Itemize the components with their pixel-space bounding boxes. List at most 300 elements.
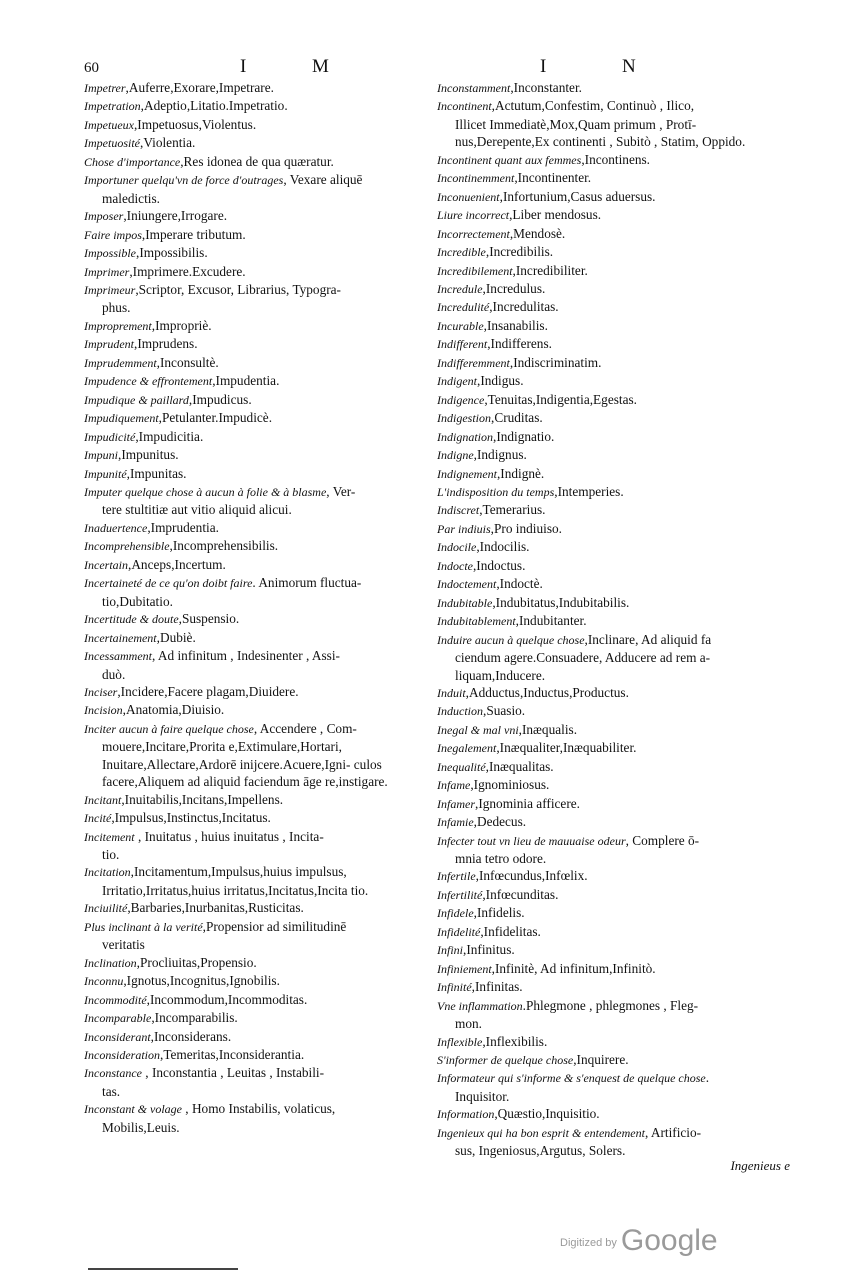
dictionary-entry (437, 575, 791, 593)
dictionary-entry (84, 409, 414, 427)
entry-headword: Infamer (437, 796, 475, 811)
entry-headword: Incredibilement (437, 263, 513, 278)
entry-translation: ,Anceps,Incertum. (128, 556, 226, 572)
dictionary-entry (437, 1105, 791, 1123)
entry-headword: Vne inflammation (437, 998, 523, 1013)
entry-headword: Infinité (437, 980, 472, 995)
entry-headword: Impetration (84, 99, 141, 114)
dictionary-entry (437, 813, 791, 831)
entry-translation: ,Adeptio,Litatio.Impetratio. (140, 98, 288, 114)
entry-translation: ,Impudicus. (188, 391, 252, 407)
entry-translation: , Inconstantia , Leuitas , Instabili- (141, 1065, 325, 1081)
dictionary-entry (84, 281, 414, 317)
entry-translation: ,Adductus,Inductus,Productus. (465, 684, 629, 700)
entry-translation: ,Propensior ad similitudinē (202, 918, 347, 934)
entry-translation: ,Imprimere.Excudere. (129, 263, 246, 279)
entry-translation: ,Inclinare, Ad aliquid fa (584, 631, 712, 647)
dictionary-entry (84, 97, 414, 115)
entry-translation: ,Dubiè. (156, 629, 196, 645)
entry-translation: ,Ignominia afficere. (475, 795, 580, 811)
entry-translation: ,Indubitanter. (515, 613, 587, 629)
entry-headword: Chose d'importance (84, 154, 181, 169)
running-head-letter: I (540, 56, 547, 77)
watermark (560, 1224, 718, 1258)
entry-translation: ,Infinitas. (471, 979, 523, 995)
entry-headword: Indifferemment (437, 355, 510, 370)
entry-translation: ,Petulanter.Impudicè. (158, 410, 273, 426)
dictionary-entry (84, 428, 414, 446)
entry-translation: ,Incitamentum,Impulsus,huius impulsus, (130, 864, 347, 880)
entry-headword: Incité (84, 811, 112, 826)
entry-translation: ,Indifferens. (487, 336, 552, 352)
dictionary-entry (84, 720, 414, 791)
dictionary-entry (84, 1064, 414, 1100)
dictionary-entry (84, 556, 414, 574)
entry-translation: ,Incomprehensibilis. (169, 538, 279, 554)
entry-headword: Faire impos (84, 227, 142, 242)
entry-continuation: mnia tetro odore. (455, 851, 547, 867)
entry-headword: Infertilité (437, 887, 483, 902)
entry-headword: Impudiquement (84, 411, 159, 426)
dictionary-entry (437, 483, 791, 501)
dictionary-entry (84, 171, 414, 207)
entry-translation: ,Tenuitas,Indigentia,Egestas. (484, 391, 637, 407)
entry-continuation: maledictis. (102, 190, 160, 206)
dictionary-entry (437, 721, 791, 739)
entry-headword: Inconuenient (437, 189, 500, 204)
entry-translation: ,Incredibiliter. (512, 262, 588, 278)
entry-headword: Impunité (84, 466, 127, 481)
dictionary-entry (437, 960, 791, 978)
entry-headword: Incomparable (84, 1011, 152, 1026)
entry-translation: ,Imprudentia. (147, 519, 219, 535)
dictionary-entry (437, 739, 791, 757)
entry-translation: , Homo Instabilis, volaticus, (181, 1101, 336, 1117)
entry-headword: Indubitablement (437, 614, 516, 629)
entry-translation: ,Incredulitas. (489, 299, 559, 315)
entry-headword: Incertain (84, 557, 128, 572)
dictionary-entry (437, 867, 791, 885)
entry-translation: ,Indigus. (477, 373, 524, 389)
dictionary-entry (437, 1033, 791, 1051)
dictionary-entry (437, 886, 791, 904)
entry-translation: ,Inæqualiter,Inæquabiliter. (496, 740, 637, 756)
entry-translation: ,Inæqualitas. (485, 758, 554, 774)
dictionary-entry (437, 298, 791, 316)
dictionary-entry (437, 354, 791, 372)
entry-translation: . Animorum fluctua- (252, 575, 362, 591)
entry-headword: Indignement (437, 466, 497, 481)
entry-headword: Incontinent (437, 99, 492, 114)
dictionary-entry (437, 1124, 791, 1160)
entry-translation: ,Inconsultè. (156, 354, 219, 370)
dictionary-entry (84, 791, 414, 809)
dictionary-entry (437, 169, 791, 187)
running-head-letter: N (622, 56, 636, 77)
entry-headword: Indigent (437, 374, 477, 389)
entry-translation: ,Indiscriminatim. (509, 354, 602, 370)
entry-translation: ,Infortunium,Casus aduersus. (499, 188, 656, 204)
entry-translation: ,Indocilis. (476, 539, 530, 555)
entry-translation: ,Suasio. (483, 703, 526, 719)
dictionary-entry (437, 335, 791, 353)
entry-translation: ,Ignotus,Incognitus,Ignobilis. (123, 973, 280, 989)
dictionary-entry (84, 519, 414, 537)
dictionary-entry (84, 207, 414, 225)
entry-headword: Incomprehensible (84, 539, 170, 554)
entry-translation: ,Incontinenter. (514, 170, 592, 186)
entry-continuation: Illicet Immediatè,Mox,Quam primum , Protī- nus,Derepente,Ex continenti , Subitò , Statim, Oppido. (455, 116, 746, 150)
dictionary-entry (84, 647, 414, 683)
dictionary-entry (437, 206, 791, 224)
entry-translation: , Artificio- (644, 1124, 702, 1140)
entry-headword: Inconsiderant (84, 1029, 151, 1044)
entry-headword: Indoctement (437, 577, 497, 592)
entry-headword: Inconstamment (437, 81, 511, 95)
dictionary-entry (437, 776, 791, 794)
dictionary-entry (437, 372, 791, 390)
entry-translation: ,Intemperies. (554, 483, 624, 499)
dictionary-entry (84, 483, 414, 519)
entry-translation: , Inuitatus , huius inuitatus , Incita- (134, 828, 324, 844)
entry-headword: Imprudemment (84, 355, 157, 370)
entry-translation: ,Infinitus. (463, 942, 515, 958)
entry-continuation: ciendum agere.Consuadere, Adducere ad rem a- liquam,Inducere. (455, 650, 711, 683)
entry-headword: Information (437, 1107, 495, 1122)
running-head-letter: M (312, 56, 329, 77)
entry-translation: . (705, 1070, 710, 1086)
dictionary-entry (84, 1028, 414, 1046)
entry-continuation: Inquisitor. (455, 1088, 510, 1104)
entry-translation: ,Dedecus. (473, 814, 527, 830)
dictionary-entry (437, 758, 791, 776)
entry-translation: ,Temeritas,Inconsiderantia. (160, 1047, 305, 1063)
running-head-letter: I (240, 56, 247, 77)
dictionary-entry (437, 225, 791, 243)
entry-translation: .Phlegmone , phlegmones , Fleg- (522, 997, 699, 1013)
dictionary-entry (84, 335, 414, 353)
dictionary-entry (84, 828, 414, 864)
entry-translation: ,Inconstanter. (510, 80, 582, 95)
entry-headword: Induit (437, 685, 466, 700)
entry-headword: Inegal & mal vni (437, 722, 519, 737)
entry-headword: Impossible (84, 246, 136, 261)
entry-headword: Incredule (437, 281, 483, 296)
entry-translation: ,Quæstio,Inquisitio. (494, 1106, 600, 1122)
dictionary-entry (437, 904, 791, 922)
entry-translation: ,Insanabilis. (483, 317, 548, 333)
entry-translation: ,Impudicitia. (135, 428, 204, 444)
entry-headword: Incessamment (84, 649, 152, 664)
entry-headword: Incontinent quant aux femmes (437, 152, 582, 167)
dictionary-entry (84, 972, 414, 990)
entry-translation: ,Inflexibilis. (482, 1033, 548, 1049)
entry-headword: Inconnu (84, 974, 124, 989)
entry-translation: ,Indubitatus,Indubitabilis. (492, 594, 630, 610)
entry-headword: Impudique & paillard (84, 392, 189, 407)
dictionary-entry (437, 832, 791, 868)
entry-continuation: tio. (102, 847, 120, 863)
left-column (84, 79, 414, 1136)
entry-headword: Indifferent (437, 337, 488, 352)
dictionary-entry (437, 941, 791, 959)
entry-headword: Incredulité (437, 300, 490, 315)
dictionary-entry (84, 701, 414, 719)
entry-translation: ,Inconsiderans. (150, 1028, 232, 1044)
entry-headword: Inciser (84, 684, 118, 699)
entry-headword: S'informer de quelque chose (437, 1053, 574, 1068)
entry-headword: Plus inclinant à la verité (84, 919, 203, 934)
dictionary-entry (84, 263, 414, 281)
entry-translation: ,Impropriè. (151, 317, 212, 333)
entry-translation: ,Impetuosus,Violentus. (133, 116, 257, 132)
entry-headword: Improprement (84, 318, 152, 333)
entry-translation: ,Incomparabilis. (151, 1010, 238, 1026)
entry-translation: , Ad infinitum , Indesinenter , Assi- (151, 648, 340, 664)
entry-translation: ,Procliuitas,Propensio. (136, 954, 257, 970)
dictionary-entry (84, 537, 414, 555)
bottom-rule (88, 1268, 238, 1270)
entry-headword: Induire aucun à quelque chose (437, 632, 585, 647)
dictionary-entry (437, 557, 791, 575)
entry-continuation: Irritatio,Irritatus,huius irritatus,Incitatus,Incita tio. (102, 882, 369, 898)
entry-headword: Inciuilité (84, 901, 128, 916)
dictionary-entry (84, 629, 414, 647)
dictionary-entry (84, 918, 414, 954)
entry-translation: ,Scriptor, Excusor, Librarius, Typogra- (135, 281, 341, 297)
entry-headword: Induction (437, 704, 483, 719)
watermark-small-text: Digitized by (560, 1237, 617, 1249)
entry-headword: Incurable (437, 318, 484, 333)
entry-continuation: duò. (102, 666, 126, 682)
dictionary-entry (84, 354, 414, 372)
entry-translation: ,Infœcundus,Infœlix. (475, 868, 588, 884)
entry-translation: ,Violentia. (140, 135, 196, 151)
google-logo: Google (620, 1224, 718, 1257)
dictionary-entry (437, 520, 791, 538)
entry-translation: ,Inquirere. (573, 1052, 629, 1068)
entry-continuation: tas. (102, 1083, 121, 1099)
entry-translation: ,Impudentia. (212, 373, 280, 389)
entry-headword: Impetueux (84, 117, 134, 132)
entry-continuation: phus. (102, 300, 131, 316)
catchword: Ingenieus e (730, 1158, 790, 1173)
entry-translation: , Accendere , Com- (253, 720, 357, 736)
right-column (437, 79, 791, 1160)
dictionary-entry (437, 594, 791, 612)
entry-headword: Inciter aucun à faire quelque chose (84, 721, 254, 736)
entry-headword: Incertitude & doute (84, 612, 179, 627)
entry-headword: Imputer quelque chose à aucun à folie & à blasme (84, 484, 327, 499)
entry-translation: ,Cruditas. (491, 410, 543, 426)
entry-translation: , Vexare aliquē (283, 172, 363, 188)
entry-headword: Incontinemment (437, 171, 515, 186)
dictionary-entry (437, 923, 791, 941)
entry-headword: Impudence & effrontement (84, 374, 213, 389)
entry-continuation: mouere,Incitare,Prorita e,Extimulare,Hortari, Inuitare,Allectare,Ardorē inijcere.Acuere,Igni- culos facere,Aliquem ad aliquid faciendum āge re,instigare. (102, 739, 388, 790)
entry-continuation: mon. (455, 1016, 482, 1032)
dictionary-entry (84, 1100, 414, 1136)
entry-headword: Importuner quelqu'vn de force d'outrages (84, 173, 284, 188)
entry-translation: ,Imprudens. (134, 336, 198, 352)
entry-translation: ,Mendosè. (509, 225, 566, 241)
entry-translation: ,Inuitabilis,Incitans,Impellens. (121, 791, 284, 807)
entry-translation: ,Anatomia,Diuisio. (122, 702, 225, 718)
entry-headword: Inaduertence (84, 520, 148, 535)
entry-headword: Imprimeur (84, 282, 136, 297)
entry-headword: Impudicité (84, 429, 136, 444)
entry-translation: ,Indoctus. (472, 557, 526, 573)
dictionary-entry (437, 151, 791, 169)
entry-translation: ,Pro indiuiso. (490, 520, 562, 536)
dictionary-entry (84, 954, 414, 972)
dictionary-entry (437, 978, 791, 996)
entry-headword: Imposer (84, 209, 124, 224)
entry-translation: ,Inæqualis. (518, 721, 578, 737)
dictionary-entry (84, 683, 414, 701)
dictionary-entry (84, 446, 414, 464)
entry-headword: Incertaineté de ce qu'on doibt faire (84, 576, 253, 591)
entry-continuation: sus, Ingeniosus,Argutus, Solers. (455, 1143, 626, 1159)
entry-headword: Indocte (437, 558, 473, 573)
entry-continuation: Mobilis,Leuis. (102, 1119, 180, 1135)
entry-headword: Incorrectement (437, 226, 510, 241)
entry-headword: Inclination (84, 955, 137, 970)
entry-headword: Incitement (84, 829, 135, 844)
dictionary-entry (437, 391, 791, 409)
entry-headword: Indigestion (437, 411, 491, 426)
entry-headword: Inequalité (437, 759, 486, 774)
entry-translation: ,Indignè. (496, 465, 545, 481)
entry-translation: ,Suspensio. (178, 611, 240, 627)
dictionary-entry (84, 116, 414, 134)
entry-translation: ,Auferre,Exorare,Impetrare. (125, 80, 274, 95)
entry-translation: ,Incommodum,Incommoditas. (146, 991, 308, 1007)
entry-headword: Incision (84, 703, 123, 718)
entry-headword: Inconstance (84, 1066, 142, 1081)
entry-headword: Par indiuis (437, 521, 491, 536)
entry-headword: Impetuosité (84, 136, 140, 151)
dictionary-entry (84, 134, 414, 152)
entry-translation: ,Temerarius. (479, 502, 546, 518)
dictionary-entry (84, 226, 414, 244)
entry-continuation: tere stultitiæ aut vitio aliquid alicui. (102, 502, 292, 518)
dictionary-entry (437, 631, 791, 684)
entry-translation: ,Infidelitas. (480, 923, 541, 939)
dictionary-entry (437, 501, 791, 519)
entry-translation: ,Impunitus. (118, 447, 179, 463)
dictionary-entry (437, 702, 791, 720)
dictionary-entry (437, 1051, 791, 1069)
page-number: 60 (84, 60, 99, 76)
entry-headword: Incitation (84, 865, 131, 880)
entry-headword: Indocile (437, 540, 477, 555)
dictionary-entry (84, 610, 414, 628)
entry-translation: ,Impunitas. (126, 465, 187, 481)
entry-translation: ,Liber mendosus. (509, 207, 602, 223)
dictionary-entry (84, 372, 414, 390)
entry-headword: Incertainement (84, 630, 157, 645)
dictionary-entry (84, 465, 414, 483)
dictionary-entry (437, 795, 791, 813)
entry-translation: ,Incontinens. (581, 151, 650, 167)
entry-headword: Incitant (84, 792, 122, 807)
dictionary-entry (84, 153, 414, 171)
entry-translation: , Ver- (326, 483, 356, 499)
entry-translation: ,Iniungere,Irrogare. (123, 208, 228, 224)
dictionary-entry (84, 574, 414, 610)
entry-translation: ,Impossibilis. (136, 245, 208, 261)
entry-translation: ,Infidelis. (473, 905, 525, 921)
entry-translation: ,Incredulus. (482, 280, 546, 296)
dictionary-entry (437, 997, 791, 1033)
entry-translation: ,Impulsus,Instinctus,Incitatus. (111, 810, 271, 826)
dictionary-entry (437, 409, 791, 427)
dictionary-entry (84, 991, 414, 1009)
entry-headword: Indignation (437, 429, 493, 444)
entry-headword: Infidele (437, 906, 474, 921)
entry-translation: ,Indoctè. (496, 576, 543, 592)
entry-headword: Impetrer (84, 81, 126, 95)
dictionary-entry (437, 243, 791, 261)
entry-translation: ,Incredibilis. (485, 244, 554, 260)
dictionary-entry (437, 612, 791, 630)
dictionary-entry (84, 79, 414, 97)
dictionary-entry (84, 391, 414, 409)
entry-headword: Informateur qui s'informe & s'enquest de quelque chose (437, 1071, 706, 1086)
dictionary-entry (437, 97, 791, 150)
dictionary-entry (84, 1009, 414, 1027)
dictionary-entry (84, 317, 414, 335)
dictionary-entry (437, 262, 791, 280)
dictionary-entry (437, 465, 791, 483)
entry-headword: Inconsideration (84, 1048, 160, 1063)
entry-headword: Ingenieux qui ha bon esprit & entendement (437, 1125, 645, 1140)
dictionary-entry (84, 1046, 414, 1064)
dictionary-entry (437, 684, 791, 702)
dictionary-entry (437, 446, 791, 464)
entry-translation: ,Infinitè, Ad infinitum,Infinitò. (491, 960, 656, 976)
entry-headword: Incommodité (84, 992, 147, 1007)
entry-continuation: veritatis (102, 937, 145, 953)
entry-continuation: tio,Dubitatio. (102, 593, 173, 609)
entry-headword: Indubitable (437, 595, 493, 610)
dictionary-entry (437, 1069, 791, 1105)
dictionary-entry (437, 79, 791, 97)
entry-headword: L'indisposition du temps (437, 484, 555, 499)
dictionary-entry (84, 809, 414, 827)
entry-translation: , Complere ō- (625, 832, 700, 848)
entry-headword: Infertile (437, 869, 476, 884)
entry-translation: ,Res idonea de qua quæratur. (180, 153, 334, 169)
entry-headword: Infame (437, 778, 471, 793)
entry-translation: ,Actutum,Confestim, Continuò , Ilico, (491, 98, 695, 114)
dictionary-entry (84, 244, 414, 262)
entry-headword: Infamie (437, 815, 474, 830)
entry-headword: Inconstant & volage (84, 1102, 182, 1117)
dictionary-entry (437, 188, 791, 206)
entry-translation: ,Indignus. (473, 447, 527, 463)
dictionary-entry (437, 428, 791, 446)
entry-headword: Infecter tout vn lieu de mauuaise odeur (437, 833, 626, 848)
dictionary-entry (437, 538, 791, 556)
entry-translation: ,Barbaries,Inurbanitas,Rusticitas. (127, 900, 304, 916)
entry-translation: ,Infœcunditas. (482, 886, 559, 902)
entry-headword: Imprudent (84, 337, 134, 352)
entry-headword: Inflexible (437, 1034, 483, 1049)
entry-headword: Indigence (437, 392, 485, 407)
entry-headword: Imprimer (84, 264, 130, 279)
